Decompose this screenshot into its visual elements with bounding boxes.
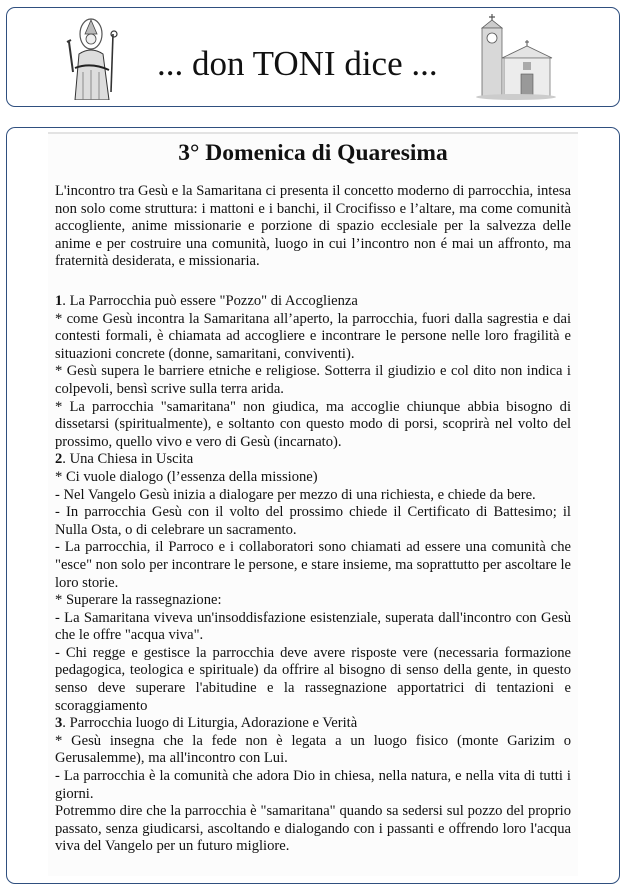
- article-panel: [48, 132, 578, 876]
- header-title: ... don TONI dice ...: [157, 44, 438, 83]
- paragraph-line: * La parrocchia "samaritana" non giudica, ma accoglie chiunque abbia bisogno di dissetarsi (spiritualmente), e soltanto con questo modo di porsi, scoprirà nel volto del prossimo, quello vivo e vero di Gesù (incarnato).: [55, 398, 571, 450]
- paragraph-line: * Gesù supera le barriere etniche e religiose. Sotterra il giudizio e col dito non indica i colpevoli, bensì scrive sulla terra arida.: [55, 363, 571, 397]
- article-intro: L'incontro tra Gesù e la Samaritana ci presenta il concetto moderno di parrocchia, intesa non solo come struttura: i mattoni e i banchi, il Crocifisso e l’altare, ma come comunità accogliente, anime missionarie e porzione di spazio ecclesiale per la salvezza delle anime e per costruire una comunità, luogo in cui l’incontro non é mai un affronto, ma fraternità desiderata, e missionaria.: [55, 183, 571, 270]
- section-heading: [55, 451, 571, 469]
- bishop-saint-image: [55, 12, 125, 100]
- article-body: [55, 293, 571, 856]
- paragraph-line: - La parrocchia, il Parroco e i collaboratori sono chiamati ad essere una comunità che "esce" non solo per incontrare le persone, e stare insieme, ma soprattutto per ascoltare le loro storie.: [55, 539, 572, 591]
- paragraph-line: - In parrocchia Gesù con il volto del prossimo chiede il Certificato di Battesimo; il Nulla Osta, o di celebrare un sacramento.: [55, 504, 571, 538]
- section-heading: [55, 715, 571, 733]
- section-number: 3: [55, 715, 63, 732]
- church-image: [472, 12, 556, 100]
- header-banner: [6, 7, 620, 107]
- paragraph-line: - Nel Vangelo Gesù inizia a dialogare per mezzo di una richiesta, e chiede da bere.: [55, 486, 536, 503]
- article-title: 3° Domenica di Quaresima: [178, 140, 448, 166]
- paragraph-line: - La Samaritana viveva un'insoddisfazione esistenziale, superata dall'incontro con Gesù che le offre "acqua viva".: [55, 609, 571, 644]
- section-number: 2: [55, 451, 63, 468]
- section-number: 1: [55, 293, 63, 309]
- section-heading-text: . La Parrocchia può essere "Pozzo" di Accoglienza: [62, 293, 358, 309]
- section-heading: [55, 293, 571, 311]
- paragraph-line: * Superare la rassegnazione:: [55, 592, 222, 609]
- paragraph-line: Potremmo dire che la parrocchia è "samaritana" quando sa sedersi sul pozzo del proprio passato, senza giudicarsi, ascoltando e dialogando con i passanti e offrendo loro l'acqua viva del Vangelo per un futuro migliore.: [55, 803, 571, 855]
- section-heading-text: . Una Chiesa in Uscita: [62, 451, 194, 468]
- paragraph-line: - Chi regge e gestisce la parrocchia deve avere risposte vere (necessaria formazione pedagogica, teologica e spirituale) da offrire al bisogno di senso della gente, in questo senso deve superare l'abitudine e la rassegnazione apportatrici di tentazioni e scoraggiamento: [55, 644, 571, 714]
- article-box: [6, 127, 620, 884]
- paragraph-line: * Gesù insegna che la fede non è legata a un luogo fisico (monte Garizim o Gerusalemme), ma all'incontro con Lui.: [55, 732, 571, 767]
- paragraph-line: - La parrocchia è la comunità che adora Dio in chiesa, nella natura, e nella vita di tutti i giorni.: [55, 768, 571, 802]
- section-heading-text: . Parrocchia luogo di Liturgia, Adorazione e Verità: [62, 715, 358, 732]
- paragraph-line: * come Gesù incontra la Samaritana all’aperto, la parrocchia, fuori dalla sagrestia e dai contesti formali, è chiamata ad accogliere e incontrare le persone nelle loro fragilità e situazioni concrete (donne, samaritani, conviventi).: [55, 310, 571, 362]
- paragraph-line: * Ci vuole dialogo (l’essenza della missione): [55, 468, 318, 485]
